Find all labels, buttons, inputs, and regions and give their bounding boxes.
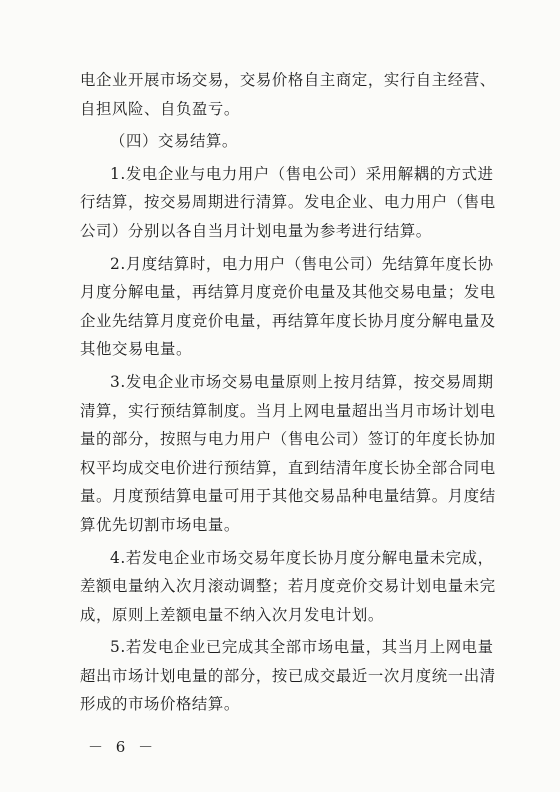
- text-line: 量。月度预结算电量可用于其他交易品种电量结算。月度结: [80, 487, 496, 506]
- text-line: 行结算，按交易周期进行清算。发电企业、电力用户（售电: [80, 193, 496, 212]
- text-line: 量的部分，按照与电力用户（售电公司）签订的年度长协加: [80, 430, 496, 449]
- paragraph: [80, 127, 490, 156]
- text-line: 超出市场计划电量的部分，按已成交最近一次月度统一出清: [80, 666, 496, 685]
- text-line: 2.月度结算时，电力用户（售电公司）先结算年度长协: [110, 254, 494, 273]
- text-line: 5.若发电企业已完成其全部市场电量，其当月上网电量: [110, 638, 494, 657]
- text-line: 3.发电企业市场交易电量原则上按月结算，按交易周期: [110, 372, 494, 391]
- text-line: 清算，实行预结算制度。当月上网电量超出当月市场计划电: [80, 401, 496, 420]
- paragraph: [80, 160, 496, 246]
- paragraph: [80, 633, 496, 719]
- paragraph: [80, 66, 496, 123]
- paragraph: [80, 368, 496, 540]
- text-line: 算优先切割市场电量。: [80, 515, 240, 534]
- paragraph: [80, 544, 496, 630]
- page-number: － 6 －: [88, 738, 158, 756]
- text-line: （四）交易结算。: [110, 132, 238, 151]
- text-line: 其他交易电量。: [80, 340, 192, 359]
- text-line: 电企业开展市场交易，交易价格自主商定，实行自主经营、: [80, 71, 496, 89]
- text-line: 成，原则上差额电量不纳入次月发电计划。: [80, 605, 384, 624]
- text-line: 形成的市场价格结算。: [80, 695, 240, 714]
- text-line: 4.若发电企业市场交易年度长协月度分解电量未完成，: [110, 548, 494, 567]
- text-line: 公司）分别以各自当月计划电量为参考进行结算。: [80, 221, 432, 240]
- document-body: [80, 66, 496, 723]
- text-line: 差额电量纳入次月滚动调整；若月度竞价交易计划电量未完: [80, 577, 496, 596]
- text-line: 企业先结算月度竞价电量，再结算年度长协月度分解电量及: [80, 311, 496, 330]
- text-line: 权平均成交电价进行预结算，直到结清年度长协全部合同电: [80, 458, 496, 477]
- text-line: 1.发电企业与电力用户（售电公司）采用解耦的方式进: [110, 164, 494, 183]
- text-line: 月度分解电量，再结算月度竞价电量及其他交易电量；发电: [80, 283, 496, 302]
- paragraph: [80, 250, 496, 364]
- text-line: 自担风险、自负盈亏。: [80, 99, 240, 118]
